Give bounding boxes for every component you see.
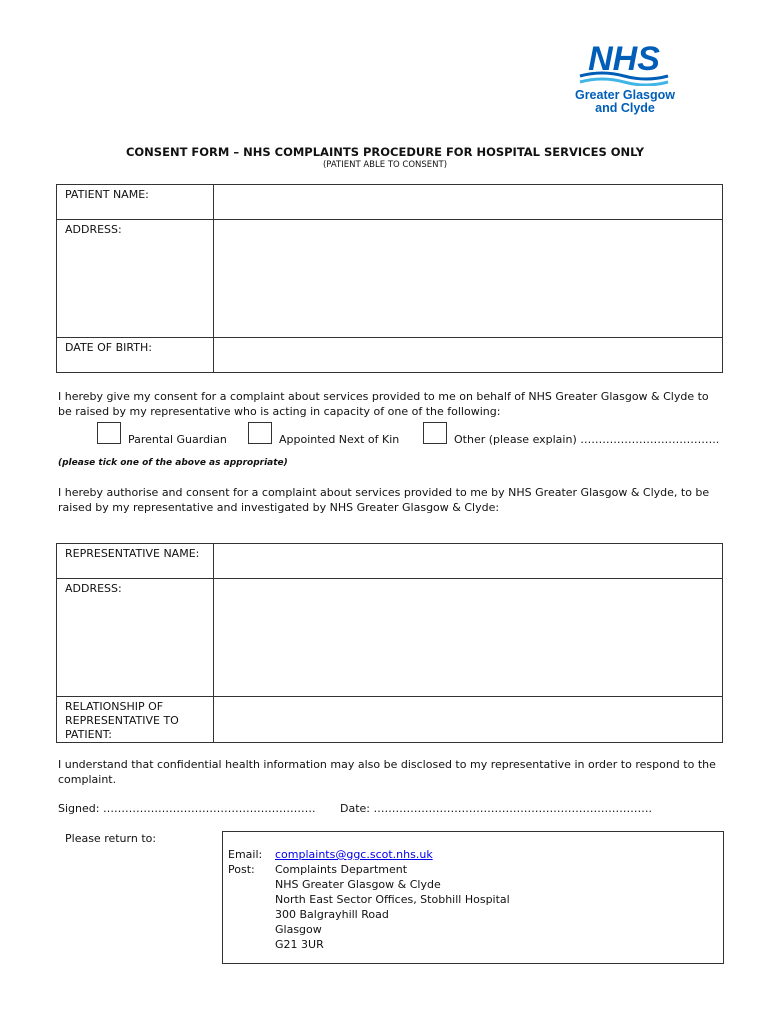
post-label: Post: [228, 863, 255, 876]
tick-note: (please tick one of the above as appropriate) [58, 458, 288, 468]
nhs-logo [560, 38, 690, 118]
patient-dob-row [57, 338, 723, 373]
logo-line-1: Greater Glasgow [574, 88, 676, 102]
next-of-kin-label: Appointed Next of Kin [279, 433, 400, 446]
rep-address-field[interactable] [214, 579, 723, 697]
next-of-kin-checkbox[interactable] [248, 422, 272, 444]
email-label: Email: [228, 848, 263, 861]
email-link[interactable]: complaints@ggc.scot.nhs.uk [275, 848, 433, 861]
other-checkbox[interactable] [423, 422, 447, 444]
patient-name-field[interactable] [214, 185, 723, 220]
patient-dob-field[interactable] [214, 338, 723, 373]
logo-line-2: and Clyde [595, 101, 655, 115]
capacity-options [0, 422, 770, 446]
address-line-5: Glasgow [275, 923, 322, 936]
disclosure-paragraph: I understand that confidential health information may also be disclosed to my representative in order to respond to the complaint. [58, 758, 716, 786]
address-line-4: 300 Balgrayhill Road [275, 908, 389, 921]
patient-name-label: PATIENT NAME: [57, 185, 214, 220]
return-label: Please return to: [65, 832, 157, 845]
address-line-2: NHS Greater Glasgow & Clyde [275, 878, 441, 891]
form-subtitle: (PATIENT ABLE TO CONSENT) [322, 160, 448, 170]
patient-address-row [57, 220, 723, 338]
rep-relationship-field[interactable] [214, 697, 723, 743]
parental-guardian-label: Parental Guardian [128, 433, 227, 446]
patient-name-row [57, 185, 723, 220]
nhs-logo-text: NHS [588, 40, 660, 78]
consent-paragraph-1: I hereby give my consent for a complaint about services provided to me on behalf of NHS Greater Glasgow & Clyde to be raised by my representative who is acting in capacity of one of the following: [58, 390, 709, 418]
signature-line[interactable]: Signed: …………………………………………………. [58, 802, 316, 815]
rep-address-label: ADDRESS: [57, 579, 214, 697]
email-line [228, 847, 433, 862]
patient-address-field[interactable] [214, 220, 723, 338]
rep-name-field[interactable] [214, 544, 723, 579]
form-title: CONSENT FORM – NHS COMPLAINTS PROCEDURE FOR HOSPITAL SERVICES ONLY [125, 145, 645, 159]
nhs-logo-mark [574, 40, 674, 86]
return-address-box [222, 831, 724, 964]
rep-address-row [57, 579, 723, 697]
address-line-6: G21 3UR [275, 938, 324, 951]
patient-details-table [56, 184, 723, 373]
address-line-1: Complaints Department [275, 863, 408, 876]
address-line-3: North East Sector Offices, Stobhill Hospital [275, 893, 510, 906]
patient-address-label: ADDRESS: [57, 220, 214, 338]
post-line [228, 862, 407, 877]
date-line[interactable]: Date: …………………………………………………………………. [340, 802, 652, 815]
consent-paragraph-2: I hereby authorise and consent for a complaint about services provided to me by NHS Greater Glasgow & Clyde, to be raised by my representative and investigated by NHS Greater Glasgow & Clyde: [58, 486, 710, 514]
rep-name-label: REPRESENTATIVE NAME: [57, 544, 214, 579]
rep-name-row [57, 544, 723, 579]
rep-relationship-label: RELATIONSHIP OF REPRESENTATIVE TO PATIENT: [57, 697, 214, 743]
parental-guardian-checkbox[interactable] [97, 422, 121, 444]
other-label: Other (please explain) ……………………………….. [454, 433, 720, 446]
patient-dob-label: DATE OF BIRTH: [57, 338, 214, 373]
rep-relationship-row [57, 697, 723, 743]
representative-details-table [56, 543, 723, 743]
